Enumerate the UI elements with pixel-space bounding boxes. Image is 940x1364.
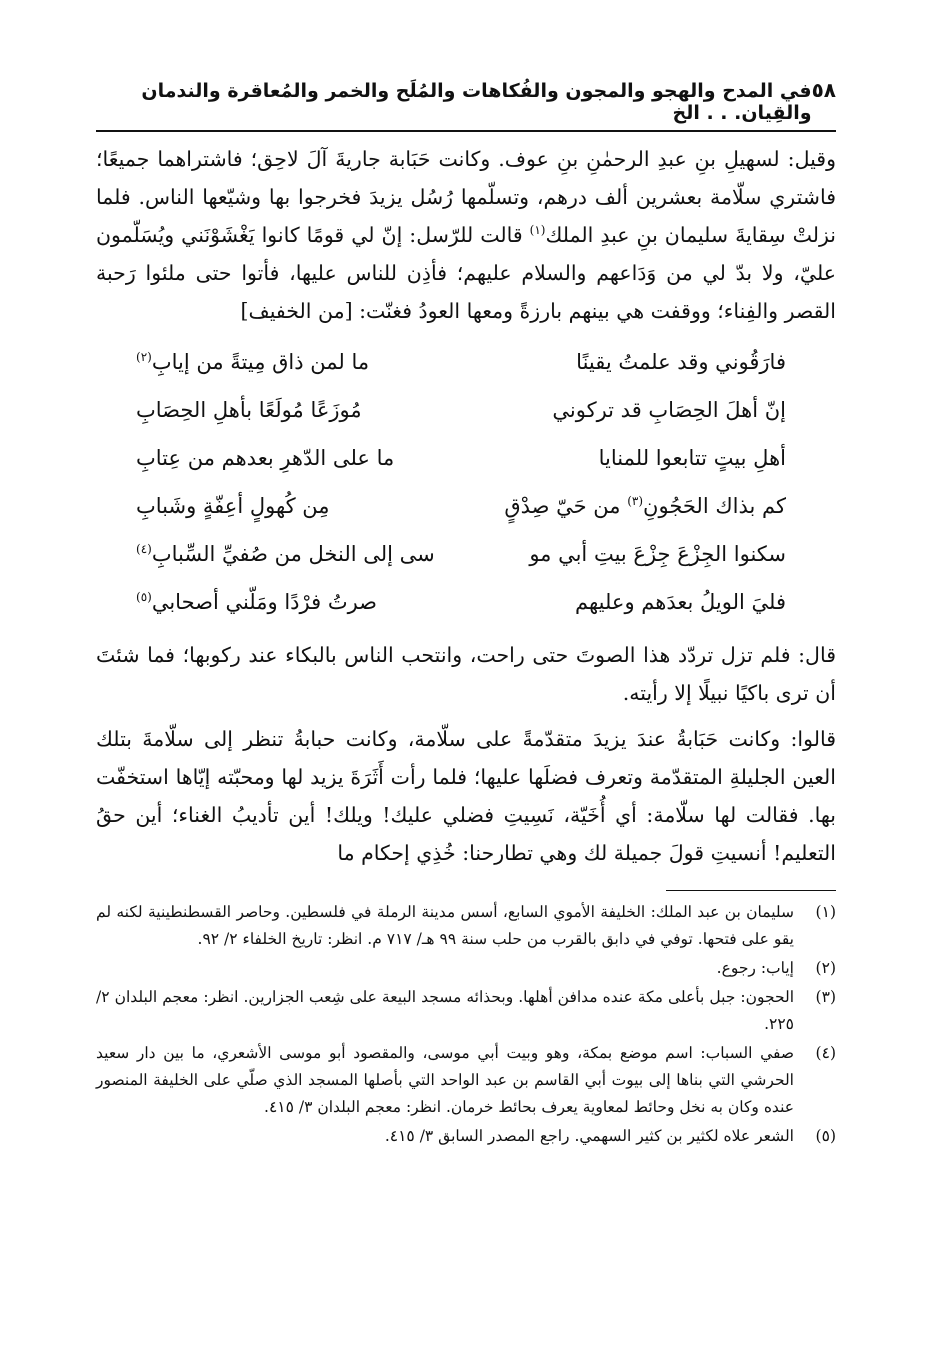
footnote: (٥) الشعر علاه لكثير بن كثير السهمي. راجع المصدر السابق ٣/ ٤١٥. (384, 1127, 836, 1145)
verse: أهلِ بيتٍ تتابعوا للمنايا ما على الدّهرِ بعدهم من عِتابِ (136, 446, 786, 470)
chapter-title: في المدح والهجو والمجون والفُكاهات والمُلَح والخمر والمُعاقرة والندمان والقِيان. . . الخ (141, 80, 812, 124)
footnote: (٤) صفي السباب: اسم موضع بمكة، وهو وبيت أبي موسى، والمقصود أبو موسى الأشعري، ما بين دار سعيد الحرشي التي بناها إلى بيوت أبي القاسم بن عبد الواحد التي بأصلها المسجد الذي صلّي على الخليفة المنصور عنده وكان به نخل وحائط لمعاوية يعرف بحائط خرمان. انظر: معجم البلدان ٣/ ٤١٥. (96, 1044, 836, 1116)
footnote-ref[interactable]: (٤) (136, 542, 152, 556)
footnote-ref[interactable]: (١) (529, 223, 546, 238)
footnote: (٢) إياب: رجوع. (716, 959, 836, 977)
verse: فليَ الويلُ بعدَهم وعليهم صرتُ فرْدًا ومَلّني أصحابي$^{(٥)}$ (136, 590, 786, 614)
body-paragraph: قال: فلم تزل تردّد هذا الصوتَ حتى راحت، وانتحب الناس بالبكاء عند ركوبها؛ فما شئتَ أن ترى باكيًا نبيلًا إلا رأيته. (96, 643, 836, 705)
verse: سكنوا الجِزْعَ جِزْعَ بيتِ أبي مو سى إلى النخل من صُفيِّ السِّبابِ$^{(٤)}$ (136, 542, 786, 566)
body-paragraph: وقيل: لسهيلِ بنِ عبدِ الرحمٰنِ بنِ عوف. وكانت حَبَابة جاريةَ آلَ لاحِق؛ فاشتراهما جميعًا؛ فاشتري سلّامة بعشرين ألف درهم، وتسلّمها رُسُل يزيدَ فخرجوا بها وشيّعها الناس. فلما نزلتْ سِقايةَ سليمان بنِ عبدِ الملك$^{(١)}$ قالت للرّسل: إنّ لي قومًا كانوا يَغْشَوْنَني ويُسَلّمون عليّ، ولا بدّ لي من وَدَاعهم والسلام عليهم؛ فأذِن للناس عليها، فأتوا حتى ملئوا رَحبة القصر والفِناء؛ ووقفت هي بينهم بارزةً ومعها العودُ فغنّت: [من الخفيف] (96, 147, 836, 323)
footnote: (١) سليمان بن عبد الملك: الخليفة الأموي السابع، أسس مدينة الرملة في فلسطين. وحاصر القسطنطينية لكنه لم يقو على فتحها. توفي في دابق بالقرب من حلب سنة ٩٩ هـ/ ٧١٧ م. انظر: تاريخ الخلفاء ٢/ ٩٢. (96, 903, 836, 948)
book-page (96, 78, 836, 1152)
verse: فارَقُوني وقد علمتُ يقينًا ما لمن ذاق مِيتةً من إيابِ$^{(٢)}$ (136, 350, 786, 374)
footnote-ref[interactable]: (٣) (627, 494, 644, 508)
page-number: ٥٨ (811, 78, 836, 102)
body-paragraph: قالوا: وكانت حَبَابةُ عندَ يزيدَ متقدّمةً على سلّامة، وكانت حبابةُ تنظر إلى سلّامةَ بتلك العين الجليلةِ المتقدّمة وتعرف فضلَها عليها؛ فلما رأت أَثَرَةَ يزيد لها ومحبّته إيّاها استخفّت بها. فقالت لها سلّامة: أي أُخَيّة، نَسِيتِ فضلي عليك! ويلك! أين تأديبُ الغناء؛ أين حقُ التعليم! أنسيتِ قولَ جميلة لك وهي تطارحنا: خُذِي إحكام ما (96, 727, 836, 865)
footnote-ref[interactable]: (٥) (136, 590, 152, 604)
footnote-ref[interactable]: (٢) (136, 350, 152, 364)
footnote-divider (666, 890, 836, 891)
verse: كم بذاك الحَجُونِ$^{(٣)}$ من حَيّ صِدْقٍ مِن كُهولٍ أعِفّةٍ وشَبابِ (136, 494, 786, 518)
running-header (96, 78, 836, 132)
verse: إنّ أهلَ الحِصَابِ قد تركوني مُوزَعًا مُولَعًا بأهلِ الحِصَابِ (136, 398, 786, 422)
footnotes (96, 899, 836, 1150)
footnote: (٣) الحجون: جبل بأعلى مكة عنده مدافن أهلها. وبحذائه مسجد البيعة على شِعب الجزارين. انظر: معجم البلدان ٢/ ٢٢٥. (96, 988, 836, 1033)
poem (96, 338, 836, 626)
